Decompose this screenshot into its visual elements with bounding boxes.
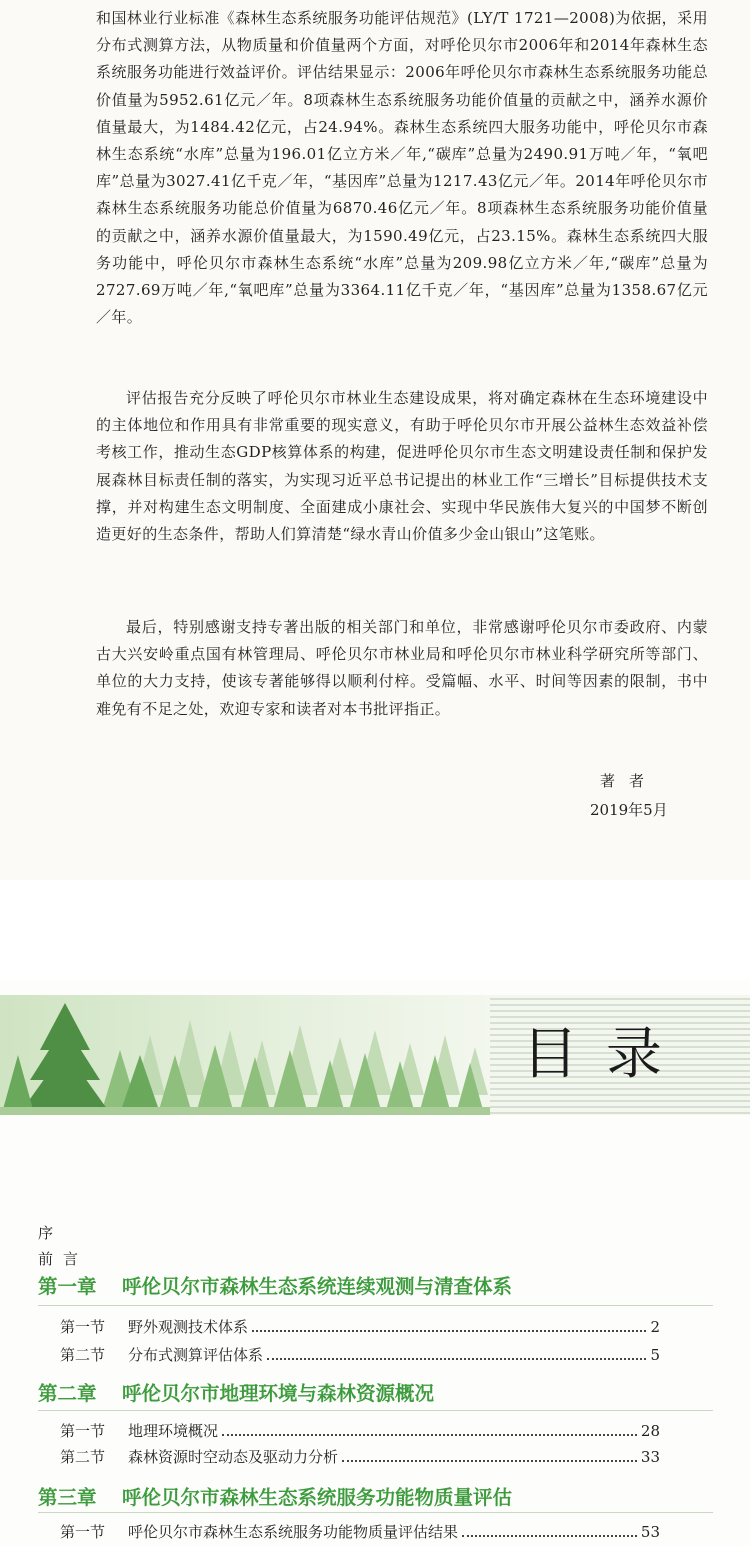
author-signature: 著者 bbox=[600, 772, 659, 790]
section-title: 分布式测算评估体系 bbox=[128, 1346, 264, 1364]
section-page: 2 bbox=[650, 1318, 660, 1336]
section-number: 第一节 bbox=[60, 1523, 106, 1541]
section-page: 28 bbox=[640, 1422, 660, 1440]
section-number: 第二节 bbox=[60, 1346, 106, 1364]
preface-paragraph-3: 最后，特别感谢支持专著出版的相关部门和单位，非常感谢呼伦贝尔市委政府、内蒙古大兴安岭重点国有林管理局、呼伦贝尔市林业局和呼伦贝尔市林业科学研究所等部门、单位的大力支持，使该专著能够得以顺利付梓。受篇幅、水平、时间等因素的限制，书中难免有不足之处，欢迎专家和读者对本书批评指正。 bbox=[96, 618, 708, 718]
dot-leader bbox=[252, 1330, 646, 1332]
signature-date: 2019年5月 bbox=[590, 801, 668, 819]
chapter-divider bbox=[38, 1410, 713, 1411]
chapter-title: 呼伦贝尔市地理环境与森林资源概况 bbox=[122, 1382, 435, 1405]
section-title: 呼伦贝尔市森林生态系统服务功能物质量评估结果 bbox=[128, 1523, 459, 1541]
chapter-number: 第三章 bbox=[38, 1486, 97, 1509]
preface-paragraph-2: 评估报告充分反映了呼伦贝尔市林业生态建设成果，将对确定森林在生态环境建设中的主体地位和作用具有非常重要的现实意义，有助于呼伦贝尔市开展公益林生态效益补偿考核工作，推动生态GDP核算体系的构建，促进呼伦贝尔市生态文明建设责任制和保护发展森林目标责任制的落实，为实现习近平总书记提出的林业工作“三增长”目标提供技术支撑，并对构建生态文明制度、全面建成小康社会、实现中华民族伟大复兴的中国梦不断创造更好的生态条件，帮助人们算清楚“绿水青山价值多少金山银山”这笔账。 bbox=[96, 389, 708, 544]
toc-chapter-3[interactable] bbox=[38, 1482, 718, 1510]
section-title: 野外观测技术体系 bbox=[128, 1318, 249, 1336]
toc-chapter-1[interactable] bbox=[38, 1271, 718, 1299]
dot-leader bbox=[342, 1460, 637, 1462]
section-number: 第二节 bbox=[60, 1448, 106, 1466]
section-page: 33 bbox=[640, 1448, 660, 1466]
chapter-title: 呼伦贝尔市森林生态系统连续观测与清查体系 bbox=[122, 1275, 513, 1298]
chapter-number: 第二章 bbox=[38, 1382, 97, 1405]
toc-title: 目录 bbox=[522, 1022, 690, 1087]
toc-chapter-2[interactable] bbox=[38, 1378, 718, 1406]
section-number: 第一节 bbox=[60, 1318, 106, 1336]
section-title: 地理环境概况 bbox=[128, 1422, 219, 1440]
chapter-divider bbox=[38, 1512, 713, 1513]
toc-section-1-2[interactable] bbox=[60, 1344, 660, 1365]
preface-paragraph-1: 和国林业行业标准《森林生态系统服务功能评估规范》(LY/T 1721—2008)为依据，采用分布式测算方法，从物质量和价值量两个方面，对呼伦贝尔市2006年和2014年森林生态系统服务功能进行效益评价。评估结果显示：2006年呼伦贝尔市森林生态系统服务功能总价值量为5952.61亿元／年。8项森林生态系统服务功能价值量的贡献之中，涵养水源价值量最大，为1484.42亿元，占24.94%。森林生态系统四大服务功能中，呼伦贝尔市森林生态系统“水库”总量为196.01亿立方米／年,“碳库”总量为2490.91万吨／年，“氧吧库”总量为3027.41亿千克／年，“基因库”总量为1217.43亿元／年。2014年呼伦贝尔市森林生态系统服务功能总价值量为6870.46亿元／年。8项森林生态系统服务功能价值量的贡献之中，涵养水源价值量最大，为1590.49亿元，占23.15%。森林生态系统四大服务功能中，呼伦贝尔市森林生态系统“水库”总量为209.98亿立方米／年,“碳库”总量为2727.69万吨／年,“氧吧库”总量为3364.11亿千克／年，“基因库”总量为1358.67亿元／年。 bbox=[96, 9, 708, 327]
dot-leader bbox=[462, 1535, 637, 1537]
toc-entry-qianyan[interactable]: 前言 bbox=[38, 1250, 89, 1268]
page-gap bbox=[0, 880, 750, 980]
dot-leader bbox=[222, 1434, 637, 1436]
section-number: 第一节 bbox=[60, 1422, 106, 1440]
toc-section-3-1[interactable] bbox=[60, 1521, 660, 1542]
chapter-divider bbox=[38, 1305, 713, 1306]
toc-entry-xu[interactable]: 序 bbox=[38, 1224, 64, 1242]
dot-leader bbox=[267, 1358, 646, 1360]
section-page: 5 bbox=[650, 1346, 660, 1364]
toc-section-1-1[interactable] bbox=[60, 1316, 660, 1337]
section-title: 森林资源时空动态及驱动力分析 bbox=[128, 1448, 339, 1466]
section-page: 53 bbox=[640, 1523, 660, 1541]
toc-page bbox=[0, 980, 750, 1546]
toc-section-2-2[interactable] bbox=[60, 1446, 660, 1467]
chapter-title: 呼伦贝尔市森林生态系统服务功能物质量评估 bbox=[122, 1486, 513, 1509]
chapter-number: 第一章 bbox=[38, 1275, 97, 1298]
toc-section-2-1[interactable] bbox=[60, 1420, 660, 1441]
